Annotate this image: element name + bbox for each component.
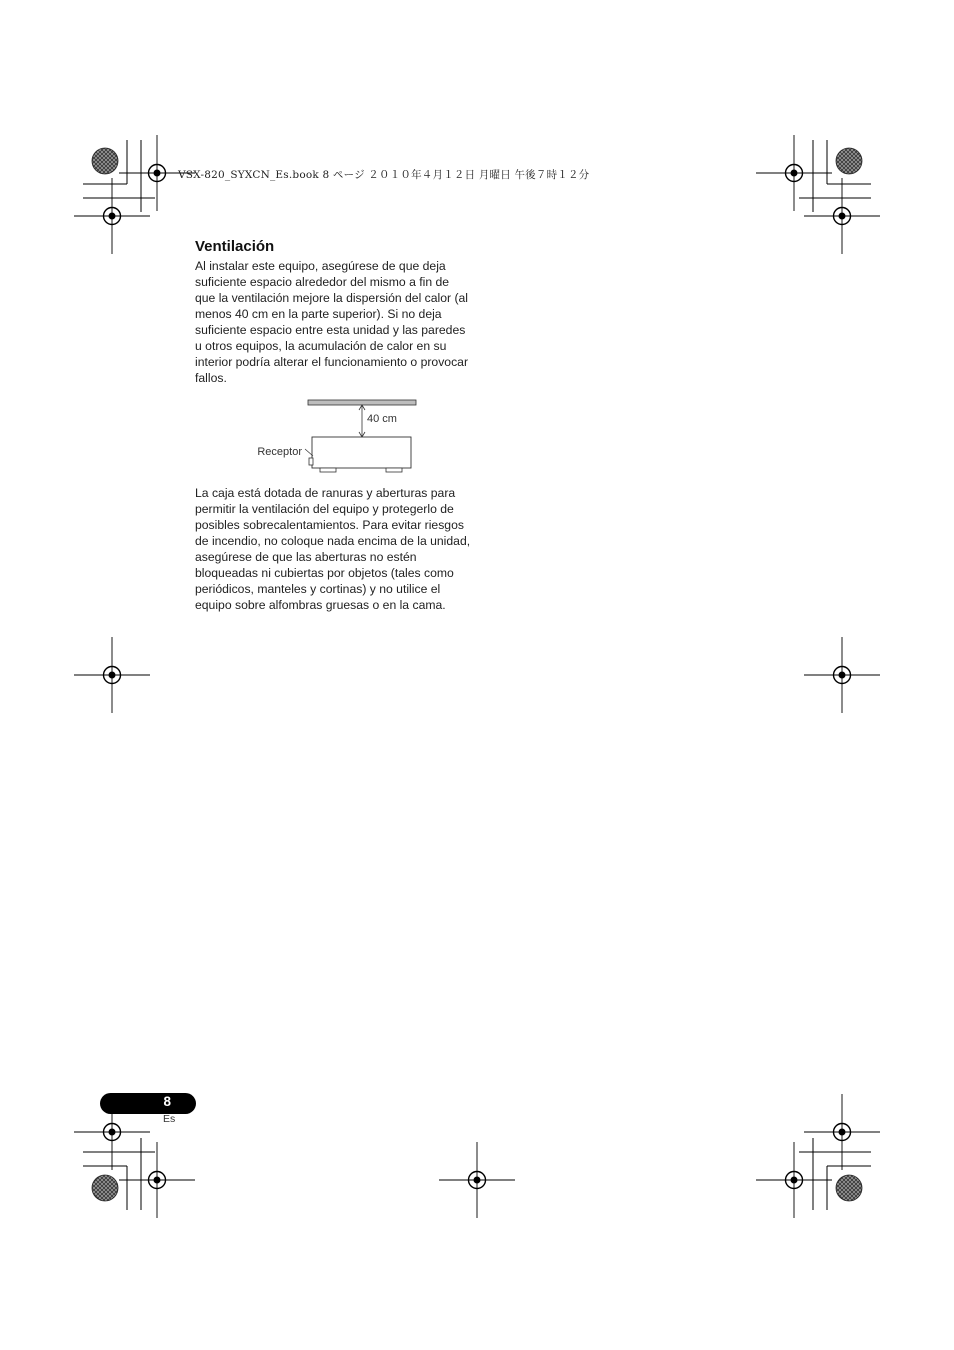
corner-mark-bottom-left — [83, 1138, 155, 1210]
page-number: 8 — [163, 1094, 171, 1109]
distance-label: 40 cm — [367, 413, 397, 425]
registration-mark — [119, 1142, 195, 1218]
registration-mark — [756, 135, 832, 211]
section-title: Ventilación — [195, 238, 275, 255]
corner-mark-top-left — [83, 140, 155, 212]
corner-mark-top-right — [799, 140, 871, 212]
ventilation-diagram — [250, 396, 430, 478]
receiver-label: Receptor — [257, 446, 302, 458]
ventilation-paragraph: Al instalar este equipo, asegúrese de que deja suficiente espacio alrededor del mismo a fin de que la ventilación mejore la dispersión del calor (al menos 40 cm en la parte superior). Si no deja suficiente espacio entre esta unidad y las paredes u otros equipos, la acumulación de calor en su interior podría alterar el funcionamiento o provocar fallos. — [195, 259, 469, 385]
page-number-tab — [100, 1093, 196, 1114]
registration-mark — [439, 1142, 515, 1218]
safety-paragraph: La caja está dotada de ranuras y aberturas para permitir la ventilación del equipo y protegerlo de posibles sobrecalentamientos. Para evitar riesgos de incendio, no coloque nada encima de la unidad, asegúrese de que las aberturas no estén bloqueadas ni cubiertas por objetos (tales como periódicos, manteles y cortinas) y no utilice el equipo sobre alfombras gruesas o en la cama. — [195, 486, 471, 612]
registration-mark — [804, 637, 880, 713]
print-header: VSX-820_SYXCN_Es.book 8 ページ ２０１０年４月１２日 月曜日 午後７時１２分 — [178, 169, 590, 181]
registration-mark — [74, 178, 150, 254]
registration-mark — [804, 1094, 880, 1170]
receiver-unit — [309, 437, 411, 472]
registration-mark — [804, 178, 880, 254]
language-code: Es — [163, 1113, 176, 1125]
registration-mark — [756, 1142, 832, 1218]
corner-mark-bottom-right — [799, 1138, 871, 1210]
registration-mark — [74, 637, 150, 713]
